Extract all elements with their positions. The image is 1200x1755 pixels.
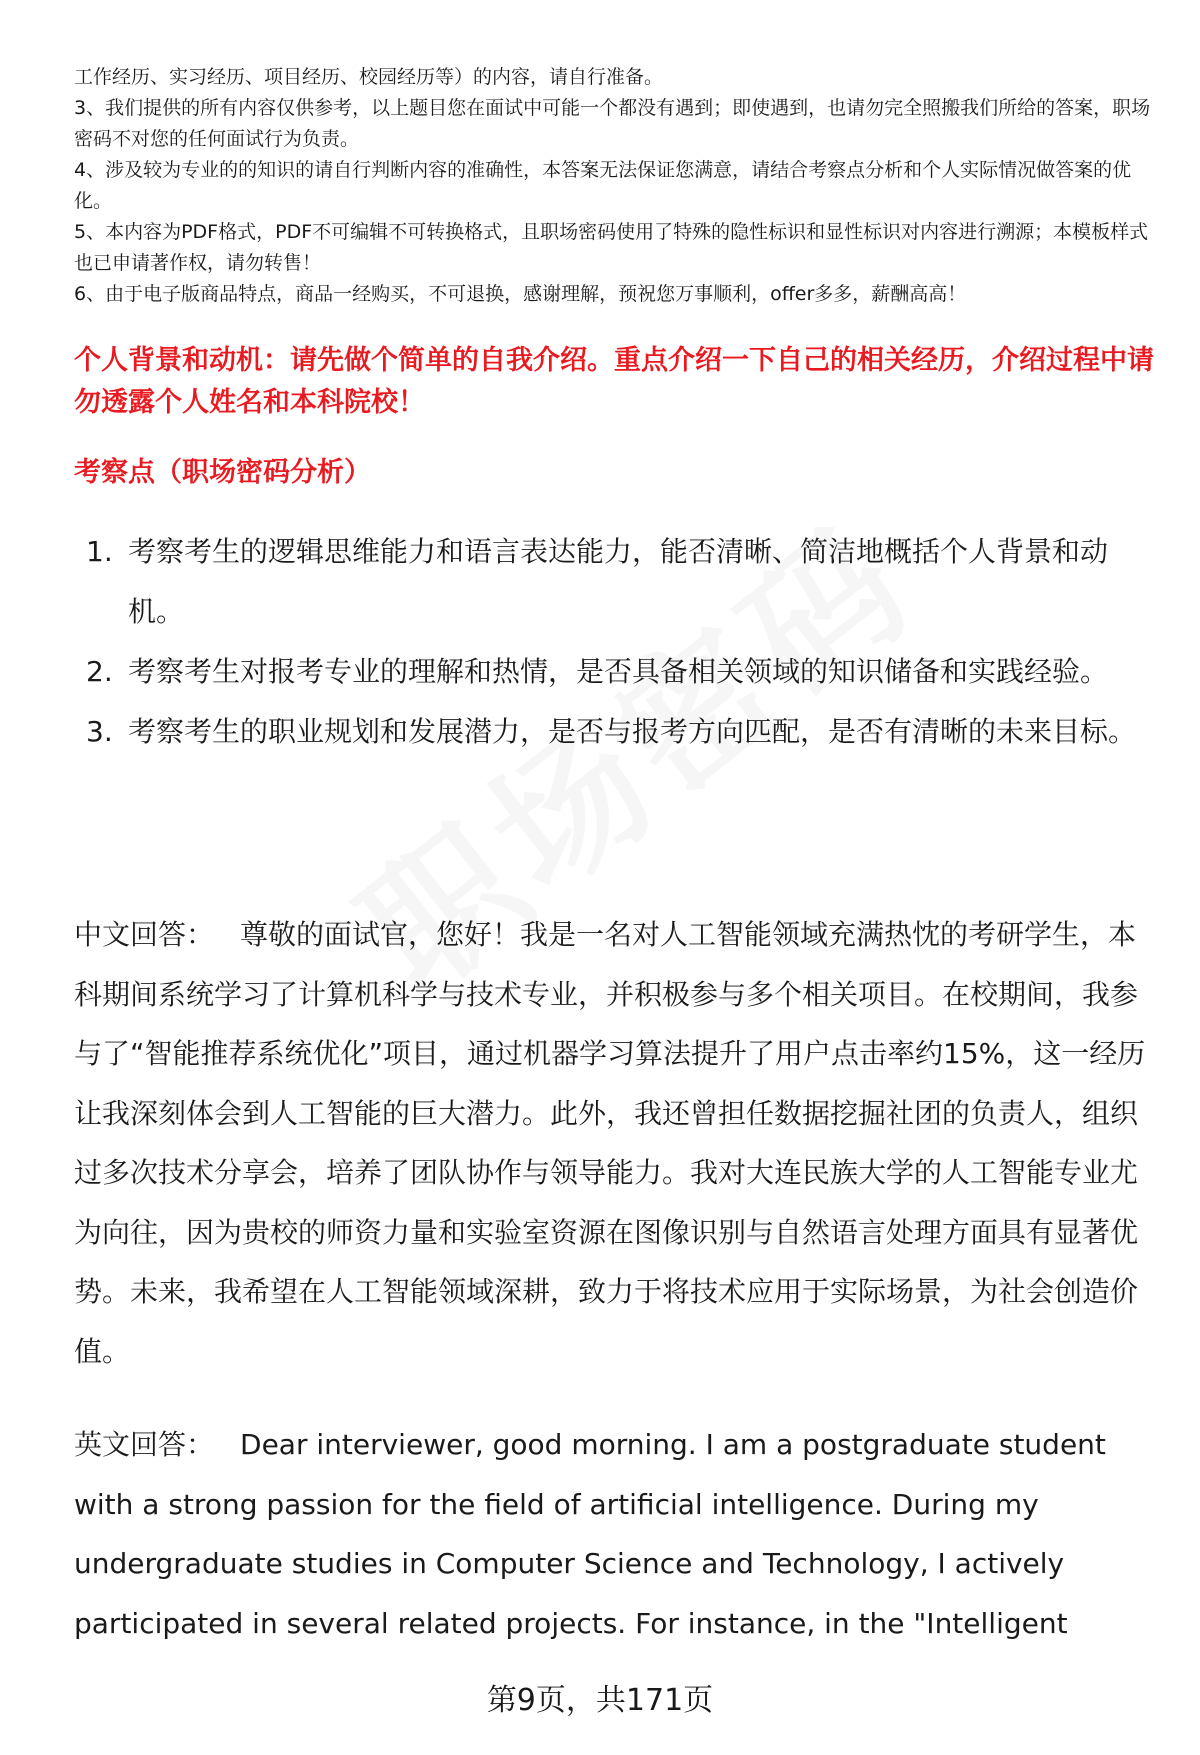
note-line: 4、涉及较为专业的的知识的请自行判断内容的准确性，本答案无法保证您满意，请结合考察点分析和个人实际情况做答案的优化。 xyxy=(74,159,1132,212)
chinese-answer-label: 中文回答： xyxy=(74,918,215,951)
analysis-point xyxy=(74,522,1154,642)
analysis-heading: 考察点（职场密码分析） xyxy=(74,457,371,488)
chinese-answer xyxy=(74,905,1154,1381)
point-text: 考察考生的逻辑思维能力和语言表达能力，能否清晰、简洁地概括个人背景和动机。 xyxy=(128,535,1109,628)
english-answer xyxy=(74,1415,1154,1653)
analysis-point xyxy=(74,702,1154,762)
english-answer-text: Dear interviewer, good morning. I am a postgraduate student with a strong passion for the field of artificial intelligence. During my undergraduate studies in Computer Science and Technology, I actively participated in several related projects. For instance, in the "Intelligent xyxy=(74,1428,1106,1640)
analysis-points xyxy=(74,522,1154,762)
question-heading: 个人背景和动机：请先做个简单的自我介绍。重点介绍一下自己的相关经历，介绍过程中请勿透露个人姓名和本科院校！ xyxy=(74,345,1154,418)
point-text: 考察考生对报考专业的理解和热情，是否具备相关领域的知识储备和实践经验。 xyxy=(128,655,1109,688)
point-number: 1. xyxy=(86,535,113,568)
note-line: 6、由于电子版商品特点，商品一经购买，不可退换，感谢理解，预祝您万事顺利，offer多多，薪酬高高！ xyxy=(74,283,967,305)
english-answer-label: 英文回答： xyxy=(74,1428,215,1461)
chinese-answer-text: 尊敬的面试官，您好！我是一名对人工智能领域充满热忱的考研学生，本科期间系统学习了计算机科学与技术专业，并积极参与多个相关项目。在校期间，我参与了“智能推荐系统优化”项目，通过机器学习算法提升了用户点击率约15%，这一经历让我深刻体会到人工智能的巨大潜力。此外，我还曾担任数据挖掘社团的负责人，组织过多次技术分享会，培养了团队协作与领导能力。我对大连民族大学的人工智能专业尤为向往，因为贵校的师资力量和实验室资源在图像识别与自然语言处理方面具有显著优势。未来，我希望在人工智能领域深耕，致力于将技术应用于实际场景，为社会创造价值。 xyxy=(74,918,1146,1368)
page-number: 第9页，共171页 xyxy=(486,1683,714,1718)
note-line: 工作经历、实习经历、项目经历、校园经历等）的内容，请自行准备。 xyxy=(74,66,664,88)
point-number: 3. xyxy=(86,715,113,748)
notes-section xyxy=(74,62,1164,310)
note-line: 3、我们提供的所有内容仅供参考，以上题目您在面试中可能一个都没有遇到；即使遇到，也请勿完全照搬我们所给的答案，职场密码不对您的任何面试行为负责。 xyxy=(74,97,1151,150)
point-text: 考察考生的职业规划和发展潜力，是否与报考方向匹配，是否有清晰的未来目标。 xyxy=(128,715,1137,748)
analysis-point xyxy=(74,642,1154,702)
note-line: 5、本内容为PDF格式，PDF不可编辑不可转换格式，且职场密码使用了特殊的隐性标识和显性标识对内容进行溯源；本模板样式也已申请著作权，请勿转售！ xyxy=(74,221,1149,274)
point-number: 2. xyxy=(86,655,113,688)
